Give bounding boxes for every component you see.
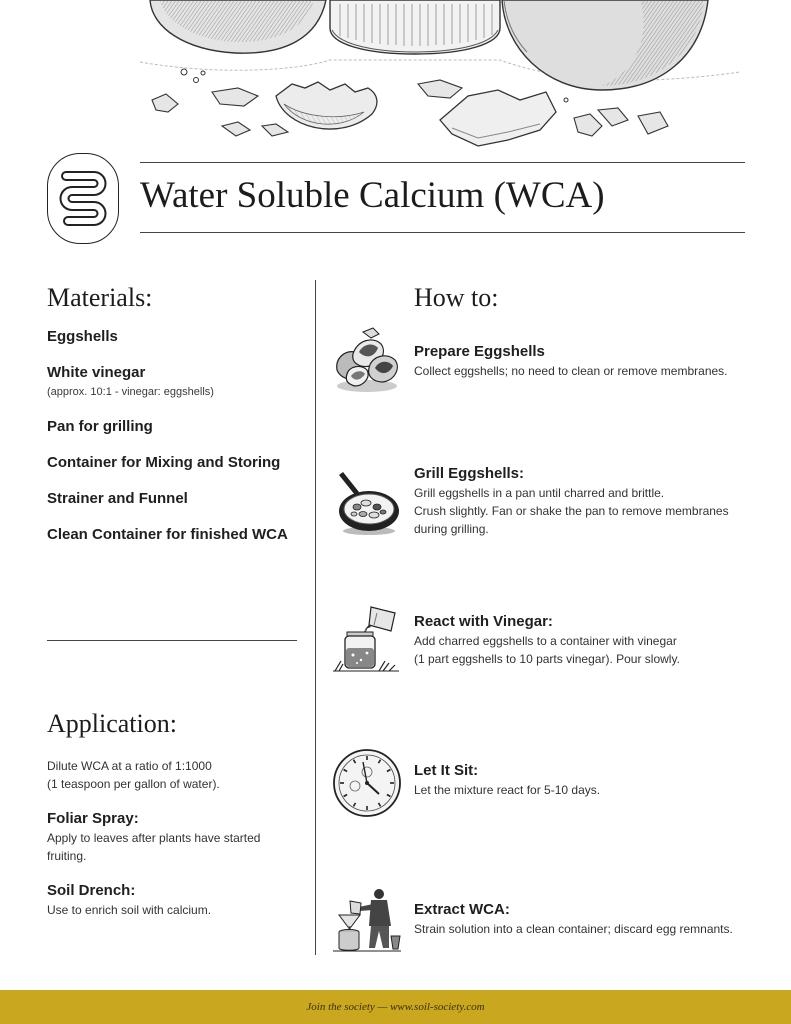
title-rule-top [140, 162, 745, 163]
step-description [414, 781, 600, 799]
footer-band [0, 990, 791, 1024]
step-title: Prepare Eggshells [414, 343, 545, 360]
step-description [414, 484, 729, 538]
title-rule-bottom [140, 232, 745, 233]
application-method-title: Soil Drench: [47, 882, 136, 899]
step-description [414, 362, 728, 380]
frying-pan-icon [333, 467, 401, 537]
step-line: during grilling. [414, 522, 489, 536]
eggshells-and-jar-illustration [0, 0, 791, 150]
step-line: Add charred eggshells to a container with vinegar [414, 634, 677, 648]
materials-heading: Materials: [47, 283, 153, 312]
how-to-heading: How to: [414, 283, 499, 312]
clock-icon [333, 746, 401, 820]
step-line: Collect eggshells; no need to clean or remove membranes. [414, 364, 728, 378]
eggshell-pile-icon [333, 324, 401, 394]
page-title: Water Soluble Calcium (WCA) [140, 175, 605, 216]
application-method-title: Foliar Spray: [47, 810, 139, 827]
step-description [414, 632, 680, 668]
logo-badge [47, 153, 119, 244]
person-straining-icon [333, 884, 401, 954]
step-line: Strain solution into a clean container; discard egg remnants. [414, 922, 733, 936]
application-method-line: fruiting. [47, 849, 87, 863]
application-method-line: Apply to leaves after plants have started [47, 831, 261, 845]
material-item: White vinegar [47, 364, 146, 381]
step-title: Extract WCA: [414, 901, 510, 918]
step-line: (1 part eggshells to 10 parts vinegar). Pour slowly. [414, 652, 680, 666]
application-heading: Application: [47, 709, 177, 738]
application-method-line: Use to enrich soil with calcium. [47, 903, 212, 917]
material-note: (approx. 10:1 - vinegar: eggshells) [47, 386, 214, 398]
material-item: Strainer and Funnel [47, 490, 188, 507]
material-item: Clean Container for finished WCA [47, 526, 288, 543]
application-intro-line: (1 teaspoon per gallon of water). [47, 777, 220, 791]
vinegar-jar-icon [333, 603, 401, 675]
intestine-squiggle-icon [48, 154, 118, 243]
step-line: Grill eggshells in a pan until charred and brittle. [414, 486, 665, 500]
material-item: Eggshells [47, 328, 118, 345]
application-method-text [47, 901, 211, 919]
step-title: Grill Eggshells: [414, 465, 525, 482]
step-description [414, 920, 733, 938]
application-intro-line: Dilute WCA at a ratio of 1:1000 [47, 759, 212, 773]
footer-text: Join the society — www.soil-society.com [306, 1001, 485, 1013]
section-divider [47, 640, 297, 641]
material-item: Container for Mixing and Storing [47, 454, 281, 471]
column-divider [315, 280, 316, 955]
application-method-text [47, 829, 260, 865]
step-line: Let the mixture react for 5-10 days. [414, 783, 601, 797]
material-item: Pan for grilling [47, 418, 153, 435]
step-title: Let It Sit: [414, 762, 479, 779]
step-line: Crush slightly. Fan or shake the pan to remove membranes [414, 504, 729, 518]
step-title: React with Vinegar: [414, 613, 553, 630]
application-intro [47, 757, 220, 793]
